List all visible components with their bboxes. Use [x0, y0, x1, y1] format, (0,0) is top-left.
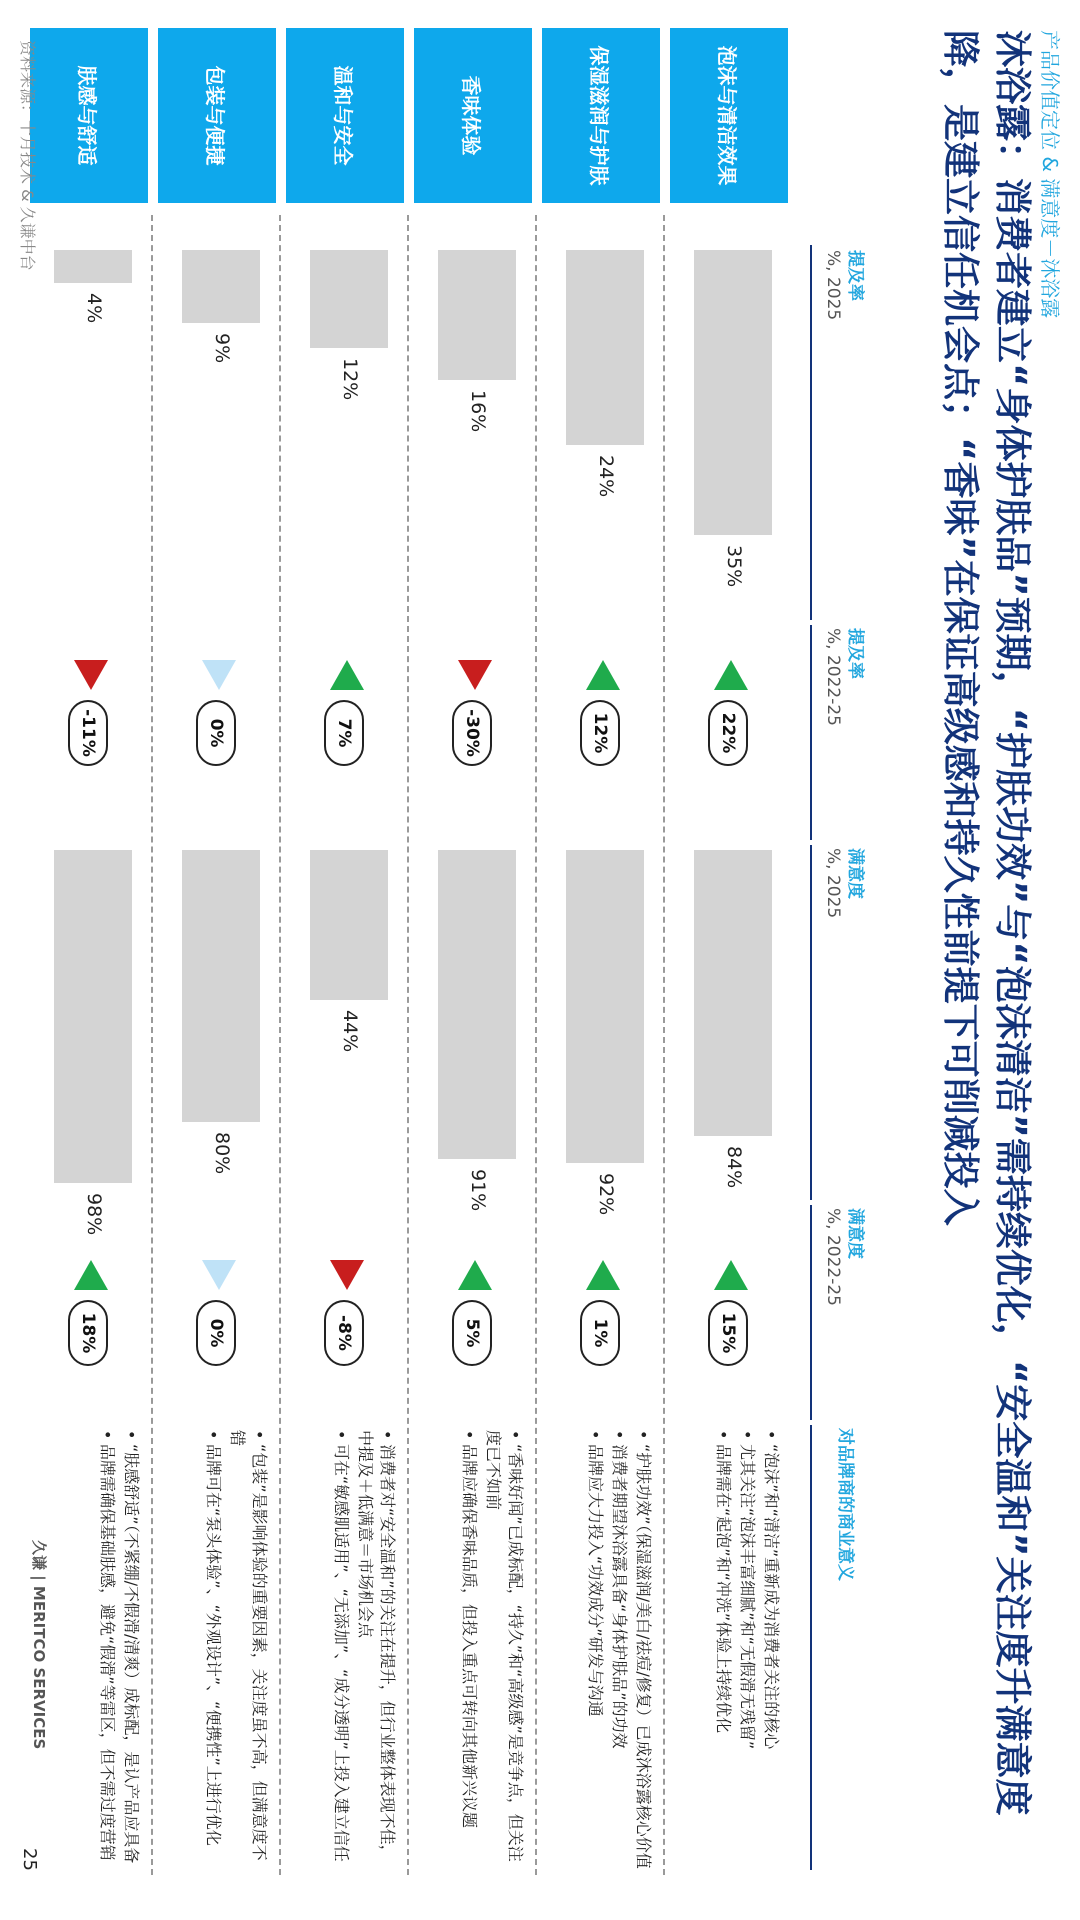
header-label: 满意度 — [845, 848, 865, 899]
satisfaction-2025-bar — [182, 850, 260, 1122]
implication-sentence: 品牌需确保基础肤感，避免“假滑”等雷区，但不需过度营销 — [98, 1444, 117, 1861]
up-arrow-icon — [330, 660, 364, 690]
category-label: 包装与便捷 — [158, 28, 276, 203]
up-arrow-icon — [714, 660, 748, 690]
up-arrow-icon — [586, 1260, 620, 1290]
satisfaction-change-value: 0% — [196, 1300, 236, 1366]
slide-subtitle: 产品价值定位 & 满意度－沐浴露 — [1038, 30, 1062, 319]
implication-sentence: 消费者期望沐浴露具备“身体护肤品”的功效 — [610, 1444, 629, 1749]
header-label: 提及率 — [845, 628, 865, 679]
mention-2025-bar — [694, 250, 772, 535]
satisfaction-2025-bar — [438, 850, 516, 1159]
satisfaction-2025-bar — [694, 850, 772, 1136]
implication-sentence: “肤感舒适”（不紧绷/不假滑/清爽）成标配，是认产品应具备 — [122, 1444, 141, 1864]
implication-line — [736, 1430, 758, 1870]
header-label: 对品牌商的商业意义 — [835, 1428, 855, 1581]
bullet-icon: • — [204, 1430, 223, 1440]
row-separator — [279, 215, 281, 1875]
down-arrow-icon — [458, 660, 492, 690]
implication-line — [202, 1430, 224, 1870]
bullet-icon: • — [714, 1430, 733, 1440]
implication-line — [354, 1430, 398, 1870]
down-arrow-icon — [330, 1260, 364, 1290]
implication-sentence: “护肤功效”（保湿滋润/美白/祛痘/修复）已成沐浴露核心价值 — [634, 1444, 653, 1869]
bullet-icon: • — [98, 1430, 117, 1440]
up-arrow-icon — [714, 1260, 748, 1290]
bullet-icon: • — [586, 1430, 605, 1440]
bullet-icon: • — [122, 1430, 141, 1440]
bullet-icon: • — [506, 1430, 525, 1440]
up-arrow-icon — [74, 1260, 108, 1290]
page-number: 25 — [19, 1848, 40, 1871]
category-label: 肤感与舒适 — [30, 28, 148, 203]
satisfaction-2025-bar — [566, 850, 644, 1163]
bullet-icon: • — [762, 1430, 781, 1440]
mention-2025-value: 4% — [83, 293, 105, 324]
row-separator — [663, 215, 665, 1875]
header-unit: %, 2025 — [823, 848, 843, 919]
satisfaction-2025-value: 80% — [211, 1132, 233, 1175]
down-arrow-icon — [74, 660, 108, 690]
implication-text — [544, 1430, 654, 1870]
implication-sentence: 品牌应大力投入“功效成分”研发与沟通 — [586, 1444, 605, 1717]
header-label: 提及率 — [845, 250, 865, 301]
mention-2025-value: 35% — [723, 545, 745, 588]
category-label: 香味体验 — [414, 28, 532, 203]
satisfaction-change-value: -8% — [324, 1300, 364, 1366]
mention-2025-bar — [182, 250, 260, 323]
implication-line — [458, 1430, 480, 1870]
header-underline — [810, 845, 812, 1200]
header-underline — [810, 245, 812, 620]
mention-change-value: 0% — [196, 700, 236, 766]
satisfaction-2025-value: 44% — [339, 1010, 361, 1053]
mention-change-value: 7% — [324, 700, 364, 766]
bullet-icon: • — [250, 1430, 269, 1440]
implication-line — [608, 1430, 630, 1870]
header-implication — [834, 1428, 856, 1581]
satisfaction-2025-value: 91% — [467, 1169, 489, 1212]
category-label: 泡沫与清洁效果 — [670, 28, 788, 203]
implication-line — [482, 1430, 526, 1870]
bullet-icon: • — [332, 1430, 351, 1440]
header-mention-change — [822, 628, 866, 726]
company-logo: 久谦 | MERITCO SERVICES — [30, 1540, 48, 1750]
row-separator — [407, 215, 409, 1875]
implication-line — [226, 1430, 270, 1870]
source-note: 资料来源：十月技术 & 久谦中台 — [18, 40, 37, 271]
header-unit: %, 2022-25 — [823, 1208, 843, 1306]
satisfaction-change-value: 18% — [68, 1300, 108, 1366]
implication-sentence: “包装”是影响体验的重要因素，关注度虽不高，但满意度不错 — [228, 1430, 269, 1861]
implication-sentence: 品牌需在“起泡”和“冲洗”体验上持续优化 — [714, 1444, 733, 1734]
implication-sentence: “香味好闻”已成标配，“持久”和“高级感”是竞争点，但关注度已不如前 — [484, 1430, 525, 1862]
mention-2025-value: 9% — [211, 333, 233, 364]
implication-line — [96, 1430, 118, 1870]
header-underline — [810, 625, 812, 840]
flat-arrow-icon — [202, 660, 236, 690]
satisfaction-change-value: 5% — [452, 1300, 492, 1366]
bullet-icon: • — [738, 1430, 757, 1440]
mention-change-value: -30% — [452, 700, 492, 766]
satisfaction-change-value: 1% — [580, 1300, 620, 1366]
flat-arrow-icon — [202, 1260, 236, 1290]
mention-2025-value: 12% — [339, 358, 361, 401]
satisfaction-2025-bar — [54, 850, 132, 1183]
implication-line — [632, 1430, 654, 1870]
mention-change-value: 22% — [708, 700, 748, 766]
mention-change-value: -11% — [68, 700, 108, 766]
header-underline — [810, 1425, 812, 1870]
mention-2025-bar — [438, 250, 516, 380]
mention-2025-bar — [310, 250, 388, 348]
header-underline — [810, 1205, 812, 1420]
bullet-icon: • — [610, 1430, 629, 1440]
category-label: 保湿滋润与护肤 — [542, 28, 660, 203]
mention-2025-value: 16% — [467, 390, 489, 433]
category-label: 温和与安全 — [286, 28, 404, 203]
satisfaction-2025-value: 98% — [83, 1193, 105, 1236]
header-satisfaction-change — [822, 1208, 866, 1306]
mention-2025-value: 24% — [595, 455, 617, 498]
implication-text — [160, 1430, 270, 1870]
mention-change-value: 12% — [580, 700, 620, 766]
implication-sentence: “泡沫”和“清洁”重新成为消费者关注的核心 — [762, 1444, 781, 1750]
satisfaction-2025-value: 92% — [595, 1173, 617, 1216]
implication-text — [288, 1430, 398, 1870]
implication-line — [330, 1430, 352, 1870]
row-separator — [151, 215, 153, 1875]
up-arrow-icon — [586, 660, 620, 690]
implication-line — [712, 1430, 734, 1870]
header-mention-2025 — [822, 250, 866, 320]
header-unit: %, 2022-25 — [823, 628, 843, 726]
header-label: 满意度 — [845, 1208, 865, 1259]
bullet-icon: • — [634, 1430, 653, 1440]
implication-sentence: 品牌可在“泵头体验”、“外观设计”、“便携性”上进行优化 — [204, 1444, 223, 1846]
header-unit: %, 2025 — [823, 250, 843, 321]
implication-sentence: 品牌应确保香味品质，但投入重点可转向其他新兴议题 — [460, 1444, 479, 1829]
implication-sentence: 消费者对“安全温和”的关注在提升，但行业整体表现不佳，中提及＋低满意＝市场机会点 — [356, 1430, 397, 1861]
up-arrow-icon — [458, 1260, 492, 1290]
implication-line — [584, 1430, 606, 1870]
implication-line — [120, 1430, 142, 1870]
satisfaction-2025-value: 84% — [723, 1146, 745, 1189]
row-separator — [535, 215, 537, 1875]
implication-sentence: 尤其关注“泡沫丰富细腻”和“无假滑无残留” — [738, 1444, 757, 1750]
mention-2025-bar — [566, 250, 644, 445]
bullet-icon: • — [378, 1430, 397, 1440]
header-satisfaction-2025 — [822, 848, 866, 918]
satisfaction-change-value: 15% — [708, 1300, 748, 1366]
slide-title: 沐浴露：消费者建立“身体护肤品”预期，“护肤功效”与“泡沫清洁”需持续优化，“安全温和”关注度升满意度降，是建立信任机会点；“香味”在保证高级感和持久性前提下可削减投入 — [939, 30, 1034, 1816]
implication-sentence: 可在“敏感肌适用”、“无添加”、“成分透明”上投入建立信任 — [332, 1444, 351, 1862]
mention-2025-bar — [54, 250, 132, 283]
implication-text — [672, 1430, 782, 1870]
bullet-icon: • — [460, 1430, 479, 1440]
implication-text — [416, 1430, 526, 1870]
satisfaction-2025-bar — [310, 850, 388, 1000]
implication-line — [760, 1430, 782, 1870]
